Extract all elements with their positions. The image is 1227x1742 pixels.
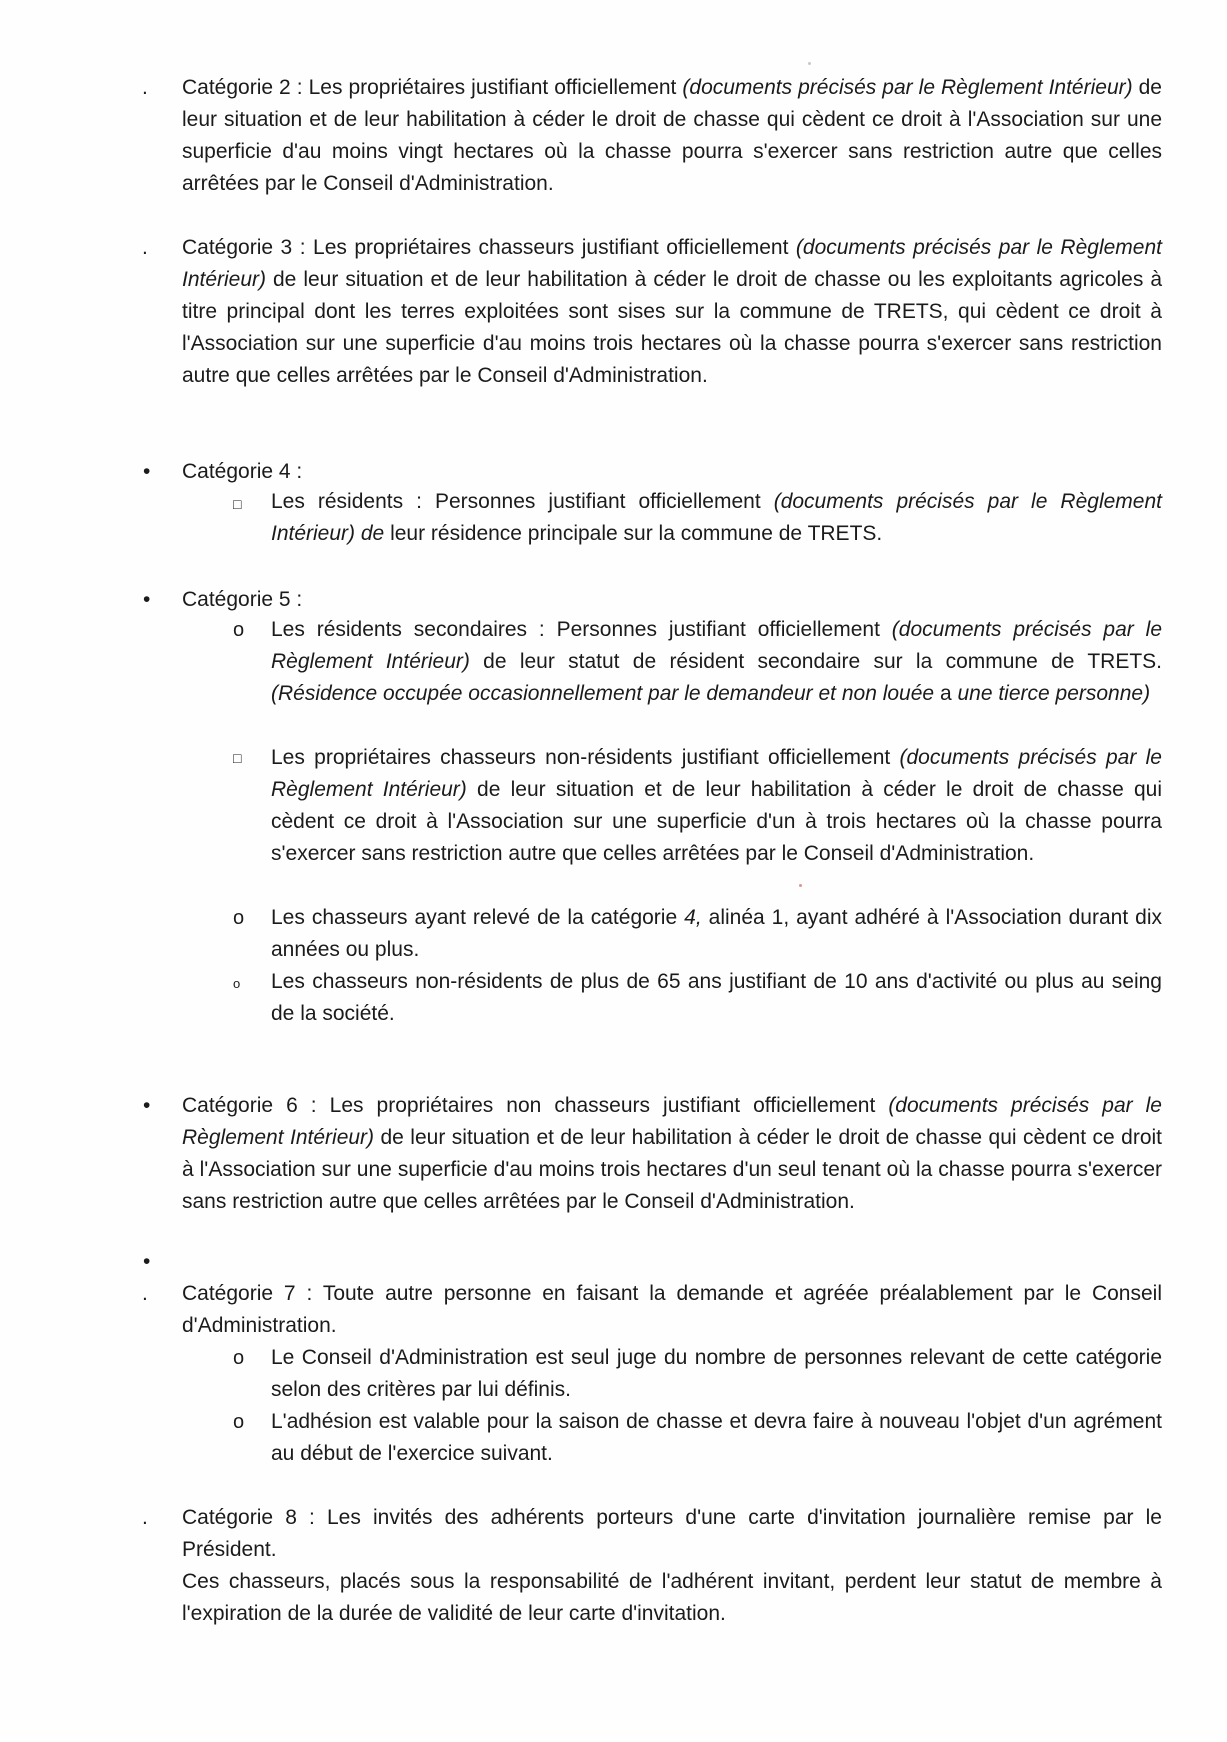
category-8-note: Ces chasseurs, placés sous la responsabilité de l'adhérent invitant, perdent leur statut de membre à l'expiration de la durée de validité de leur carte d'invitation. [182,1570,1162,1625]
item-text-mid: de leur statut de résident secondaire sur la commune de TRETS. [469,650,1163,673]
category-5-item-2 [271,742,1162,870]
category-6-text-end: de leur situation et de leur habilitation à céder le droit de chasse qui cèdent ce droit à l'Association sur une superficie d'au moins trois hectares d'un seul tenant où la chasse pourra s'exercer sans restriction autre que celles arrêtées par le Conseil d'Administration. [182,1126,1163,1213]
circle-marker: o [233,907,245,929]
category-6-italic: (documents précisés par le Règlement Intérieur) [182,1094,1162,1149]
box-marker: □ [233,750,242,766]
circle-marker: o [233,619,245,641]
bullet-marker: • [143,588,151,611]
item-text-end: de leur situation et de leur habilitation à céder le droit de chasse qui cèdent ce droit à l'Association sur une superficie d'un à trois hectares où la chasse pourra s'exercer sans restriction autre que celles arrêtées par le Conseil d'Administration. [271,778,1163,865]
circle-marker: o [233,1347,245,1369]
category-2-paragraph [182,72,1162,200]
category-2-text: Les propriétaires justifiant officiellement [302,76,683,99]
dot-marker: . [142,1282,148,1305]
category-7-item-2: L'adhésion est valable pour la saison de chasse et devra faire à nouveau l'objet d'un agrément au début de l'exercice suivant. [271,1410,1162,1465]
category-5-item-1 [271,614,1162,710]
dot-marker: . [142,1506,148,1529]
category-5-item-3 [271,902,1162,966]
dot-marker: . [142,76,148,99]
category-2-text-end: de leur situation et de leur habilitation à céder le droit de chasse qui cèdent ce droit à l'Association sur une superficie d'au moins vingt hectares où la chasse pourra s'exercer sans restriction autre que celles arrêtées par le Conseil d'Administration. [182,76,1162,195]
item-text-end: alinéa 1, ayant adhéré à l'Association durant dix années ou plus. [271,906,1162,961]
item-italic-2: (Résidence occupée occasionnellement par le demandeur et non louée [271,682,935,705]
category-8-label: Catégorie 8 : [182,1506,315,1529]
category-6-text: Les propriétaires non chasseurs justifiant officiellement [316,1094,889,1117]
category-6-paragraph [182,1090,1162,1218]
item-italic: (documents précisés par le Règlement Intérieur) de [271,490,1162,545]
category-3-label: Catégorie 3 : [182,236,306,259]
box-marker: □ [233,496,242,512]
item-italic: (documents précisés par le Règlement Intérieur) [271,746,1162,801]
category-3-text-end: de leur situation et de leur habilitation à céder le droit de chasse ou les exploitants agricoles à titre principal dont les terres exploitées sont sises sur la commune de TRETS, qui cèdent ce droit à l'Association sur une superficie d'au moins trois hectares où la chasse pourra s'exercer sans restriction autre que celles arrêtées par le Conseil d'Administration. [182,268,1162,387]
category-6-label: Catégorie 6 : [182,1094,317,1117]
item-italic: (documents précisés par le Règlement Intérieur) [271,618,1162,673]
category-7-item-1: Le Conseil d'Administration est seul juge du nombre de personnes relevant de cette catégorie selon des critères par lui définis. [271,1346,1162,1401]
item-text-end: leur résidence principale sur la commune de TRETS. [384,522,883,545]
circle-marker: o [233,1411,245,1433]
item-text: Les propriétaires chasseurs non-résidents justifiant officiellement [271,746,900,769]
category-3-paragraph [182,232,1162,392]
circle-marker: o [233,976,241,991]
category-3-text: Les propriétaires chasseurs justifiant officiellement [305,236,796,259]
category-7-label: Catégorie 7 : [182,1282,313,1305]
category-7-text: Toute autre personne en faisant la demande et agréée préalablement par le Conseil d'Administration. [182,1282,1162,1337]
bullet-marker: • [143,1250,151,1273]
item-text: Les résidents secondaires : Personnes justifiant officiellement [271,618,892,641]
category-7-paragraph [182,1278,1162,1342]
item-text-mid-2: a [934,682,958,705]
category-4-item-1 [271,486,1162,550]
item-text: Les résidents : Personnes justifiant officiellement [271,490,774,513]
bullet-marker: • [143,460,151,483]
category-3-italic: (documents précisés par le Règlement Intérieur) [182,236,1162,291]
paper-speck [808,62,811,65]
category-5-item-4: Les chasseurs non-résidents de plus de 65 ans justifiant de 10 ans d'activité ou plus au seing de la société. [271,970,1162,1025]
category-5-label: Catégorie 5 : [182,588,303,611]
item-italic-3: une tierce personne) [957,682,1151,705]
dot-marker: . [142,236,148,259]
paper-speck [799,884,802,887]
item-italic: 4, [684,906,702,929]
category-2-label: Catégorie 2 : [182,76,303,99]
category-4-label: Catégorie 4 : [182,460,303,483]
bullet-marker: • [143,1094,151,1117]
category-2-italic: (documents précisés par le Règlement Intérieur) [682,76,1133,99]
category-8-paragraph [182,1502,1162,1566]
item-text: Les chasseurs ayant relevé de la catégorie [271,906,685,929]
category-8-text: Les invités des adhérents porteurs d'une carte d'invitation journalière remise par le Président. [182,1506,1162,1561]
